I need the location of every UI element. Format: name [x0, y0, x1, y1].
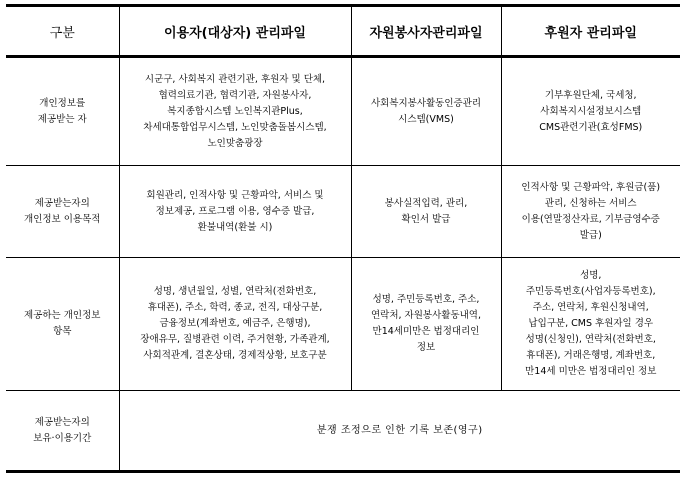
privacy-table-wrapper [6, 4, 680, 473]
header-volunteer-file: 자원봉사자관리파일 [351, 6, 501, 57]
donor-file-cell: 인적사항 및 근황파악, 후원금(품) 관리, 신청하는 서비스 이용(연말정산자료, 기부금영수증 발급) [501, 166, 680, 258]
volunteer-file-cell: 봉사실적입력, 관리, 확인서 발급 [351, 166, 501, 258]
row-label: 개인정보를 제공받는 자 [6, 57, 119, 166]
donor-file-cell: 기부후원단체, 국세청, 사회복지시설정보시스템 CMS관련기관(효성FMS) [501, 57, 680, 166]
header-donor-file: 후원자 관리파일 [501, 6, 680, 57]
row-label: 제공받는자의 보유·이용기간 [6, 391, 119, 472]
table-row [6, 258, 680, 391]
row-label: 제공하는 개인정보 항목 [6, 258, 119, 391]
donor-file-cell: 성명, 주민등록번호(사업자등록번호), 주소, 연락처, 후원신청내역, 납입구분, CMS 후원자일 경우 성명(신청인), 연락처(전화번호, 휴대폰), 거래은행명, 계좌번호, 만14세 미만은 법정대리인 정보 [501, 258, 680, 391]
privacy-provision-table [6, 4, 680, 473]
table-row [6, 391, 680, 472]
row-label: 제공받는자의 개인정보 이용목적 [6, 166, 119, 258]
table-row [6, 57, 680, 166]
user-file-cell: 회원관리, 인적사항 및 근황파악, 서비스 및 정보제공, 프로그램 이용, 영수증 발급, 환불내역(환불 시) [119, 166, 351, 258]
header-user-file: 이용자(대상자) 관리파일 [119, 6, 351, 57]
table-header-row [6, 6, 680, 57]
user-file-cell: 시군구, 사회복지 관련기관, 후원자 및 단체, 협력의료기관, 협력기관, 자원봉사자, 복지종합시스템 노인복지관Plus, 차세대통합업무시스템, 노인맞춤돌봄시스템, 노인맞춤광장 [119, 57, 351, 166]
retention-period-cell: 분쟁 조정으로 인한 기록 보존(영구) [119, 391, 680, 472]
volunteer-file-cell: 성명, 주민등록번호, 주소, 연락처, 자원봉사활동내역, 만14세미만은 법정대리인 정보 [351, 258, 501, 391]
table-row [6, 166, 680, 258]
header-category: 구분 [6, 6, 119, 57]
user-file-cell: 성명, 생년월일, 성별, 연락처(전화번호, 휴대폰), 주소, 학력, 종교, 전직, 대상구분, 금융정보(계좌번호, 예금주, 은행명), 장애유무, 질병관련 이력, 주거현황, 가족관계, 사회적관계, 결혼상태, 경제적상황, 보호구분 [119, 258, 351, 391]
volunteer-file-cell: 사회복지봉사활동인증관리 시스템(VMS) [351, 57, 501, 166]
